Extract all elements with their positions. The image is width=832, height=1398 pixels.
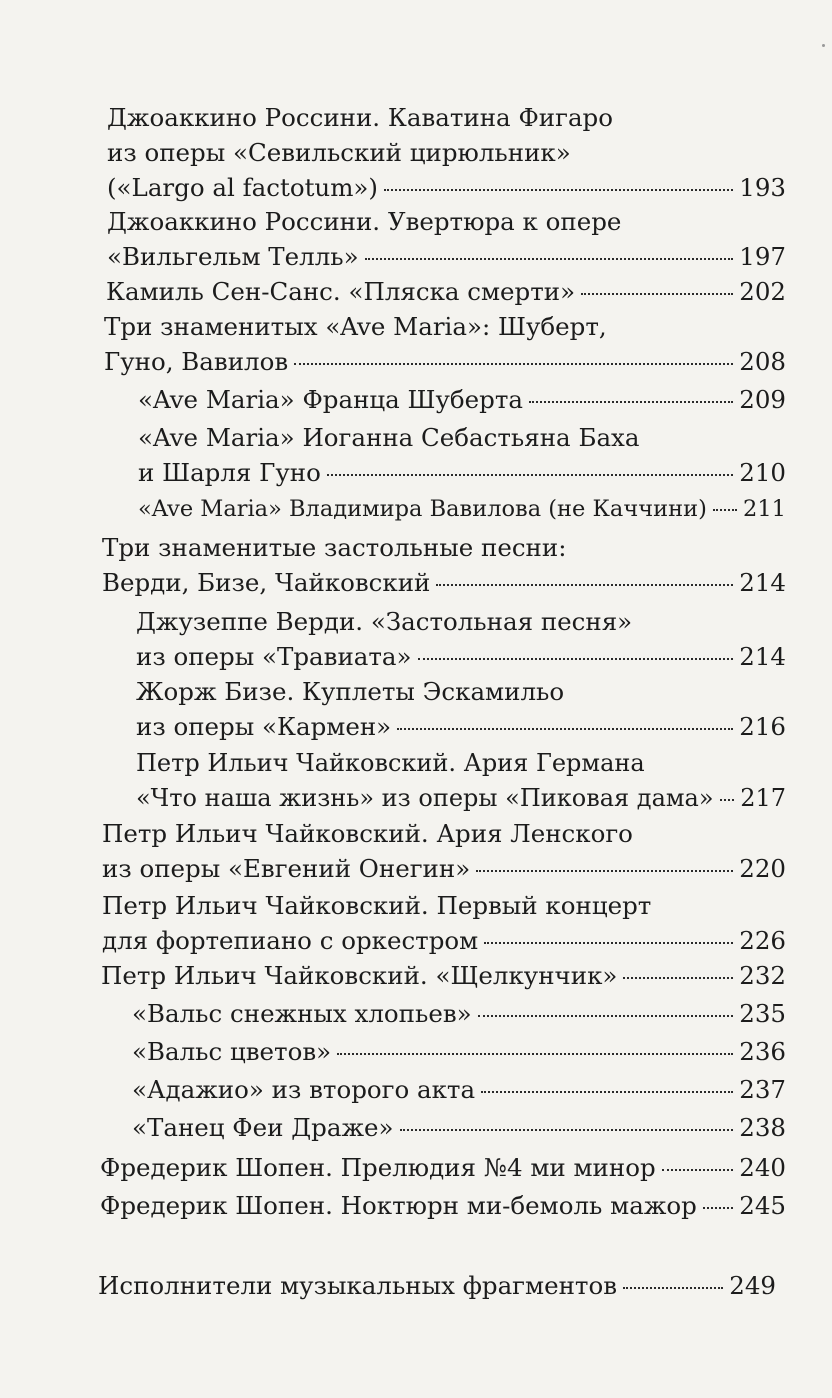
toc-entry: [132, 1110, 786, 1145]
dot-leader: [397, 728, 733, 730]
toc-entry: [136, 746, 786, 816]
toc-entry-line: «Ave Maria» Франца Шуберта: [138, 385, 524, 414]
toc-entry-line: Жорж Бизе. Куплеты Эскамильо: [136, 677, 565, 706]
toc-entry: [132, 996, 786, 1031]
dot-leader: [529, 401, 733, 403]
toc-page-number: 211: [743, 496, 786, 522]
toc-page-number: 220: [739, 854, 786, 883]
toc-entry-line: Петр Ильич Чайковский. Первый концерт: [102, 891, 652, 920]
toc-entry-line: Петр Ильич Чайковский. Ария Германа: [136, 749, 645, 777]
toc-entry-line: «Вальс цветов»: [132, 1037, 332, 1066]
dot-leader: [481, 1091, 733, 1093]
toc-page-number: 209: [739, 385, 786, 414]
dot-leader: [720, 799, 735, 801]
dot-leader: [365, 258, 734, 260]
dot-leader: [703, 1207, 733, 1209]
toc-page-number: 249: [729, 1271, 776, 1300]
toc-entry: [138, 492, 786, 527]
toc-entry-line: Петр Ильич Чайковский. «Щелкунчик»: [101, 961, 618, 990]
toc-entry: [98, 1268, 776, 1303]
toc-entry: [138, 420, 786, 490]
toc-page-number: 216: [739, 712, 786, 741]
dot-leader: [436, 584, 733, 586]
paper-speck: [822, 44, 825, 47]
toc-entry-line: Верди, Бизе, Чайковский: [102, 568, 431, 597]
toc-page-number: 240: [739, 1153, 786, 1182]
toc-page-number: 214: [739, 642, 786, 671]
toc-entry: [102, 888, 786, 958]
toc-entry-line: Джузеппе Верди. «Застольная песня»: [136, 607, 633, 636]
toc-entry: [101, 958, 786, 993]
toc-entry: [106, 274, 786, 309]
toc-page-number: 210: [739, 458, 786, 487]
toc-entry-line: Петр Ильич Чайковский. Ария Ленского: [102, 819, 633, 848]
dot-leader: [484, 942, 733, 944]
toc-entry: [100, 1188, 786, 1223]
toc-entry-line: Три знаменитые застольные песни:: [102, 533, 567, 562]
toc-entry-line: Три знаменитых «Ave Maria»: Шуберт,: [104, 312, 607, 341]
toc-entry-line: из оперы «Севильский цирюльник»: [107, 138, 571, 167]
toc-entry: [107, 100, 786, 205]
dot-leader: [713, 509, 737, 511]
toc-page-number: 232: [739, 961, 786, 990]
dot-leader: [581, 293, 733, 295]
toc-page-number: 235: [739, 999, 786, 1028]
toc-entry-line: из оперы «Евгений Онегин»: [102, 854, 471, 883]
toc-entry: [132, 1072, 786, 1107]
toc-entry-line: «Ave Maria» Владимира Вавилова (не Каччини): [138, 496, 707, 522]
dot-leader: [476, 870, 733, 872]
toc-entry-line: Фредерик Шопен. Ноктюрн ми-бемоль мажор: [100, 1191, 697, 1220]
dot-leader: [400, 1129, 734, 1131]
toc-page-number: 245: [739, 1191, 786, 1220]
toc-page-number: 226: [739, 926, 786, 955]
dot-leader: [384, 189, 733, 191]
toc-page-number: 197: [739, 242, 786, 271]
toc-entry: [107, 204, 786, 274]
toc-entry-line: «Вальс снежных хлопьев»: [132, 999, 472, 1028]
toc-entry: [102, 816, 786, 886]
toc-entry: [136, 604, 786, 674]
toc-page-number: 208: [739, 347, 786, 376]
toc-page-number: 238: [739, 1113, 786, 1142]
toc-entry: [138, 382, 786, 417]
toc-entry-line: из оперы «Кармен»: [136, 712, 392, 741]
toc-entry-line: Джоаккино Россини. Увертюра к опере: [107, 207, 622, 236]
toc-page-number: 236: [739, 1037, 786, 1066]
dot-leader: [478, 1015, 734, 1017]
toc-entry-line: «Ave Maria» Иоганна Себастьяна Баха: [138, 423, 640, 452]
dot-leader: [418, 658, 734, 660]
toc-entry-line: Камиль Сен-Санс. «Пляска смерти»: [106, 277, 576, 306]
toc-entry-line: для фортепиано с оркестром: [102, 926, 479, 955]
toc-page-number: 202: [739, 277, 786, 306]
toc-entry-line: «Танец Феи Драже»: [132, 1113, 394, 1142]
toc-page-number: 217: [740, 784, 786, 812]
toc-page-number: 214: [739, 568, 786, 597]
toc-entry: [104, 309, 786, 379]
dot-leader: [294, 363, 733, 365]
toc-entry-line: из оперы «Травиата»: [136, 642, 412, 671]
toc-page-number: 237: [739, 1075, 786, 1104]
dot-leader: [337, 1053, 733, 1055]
toc-entry: [100, 1150, 786, 1185]
toc-entry-line: и Шарля Гуно: [138, 458, 321, 487]
toc-entry-line: Гуно, Вавилов: [104, 347, 289, 376]
toc-entry-line: Джоаккино Россини. Каватина Фигаро: [107, 103, 613, 132]
toc-entry-line: «Что наша жизнь» из оперы «Пиковая дама»: [136, 784, 714, 812]
toc-entry: [132, 1034, 786, 1069]
dot-leader: [662, 1169, 734, 1171]
dot-leader: [327, 474, 733, 476]
toc-entry: [102, 530, 786, 600]
toc-entry-line: («Largo al factotum»): [107, 173, 378, 202]
dot-leader: [623, 1287, 723, 1289]
toc-entry-line: Исполнители музыкальных фрагментов: [98, 1271, 617, 1300]
toc-entry-line: «Адажио» из второго акта: [132, 1075, 476, 1104]
toc-entry: [136, 674, 786, 744]
toc-page-number: 193: [739, 173, 786, 202]
dot-leader: [623, 977, 733, 979]
toc-entry-line: Фредерик Шопен. Прелюдия №4 ми минор: [100, 1153, 656, 1182]
toc-entry-line: «Вильгельм Телль»: [107, 242, 359, 271]
